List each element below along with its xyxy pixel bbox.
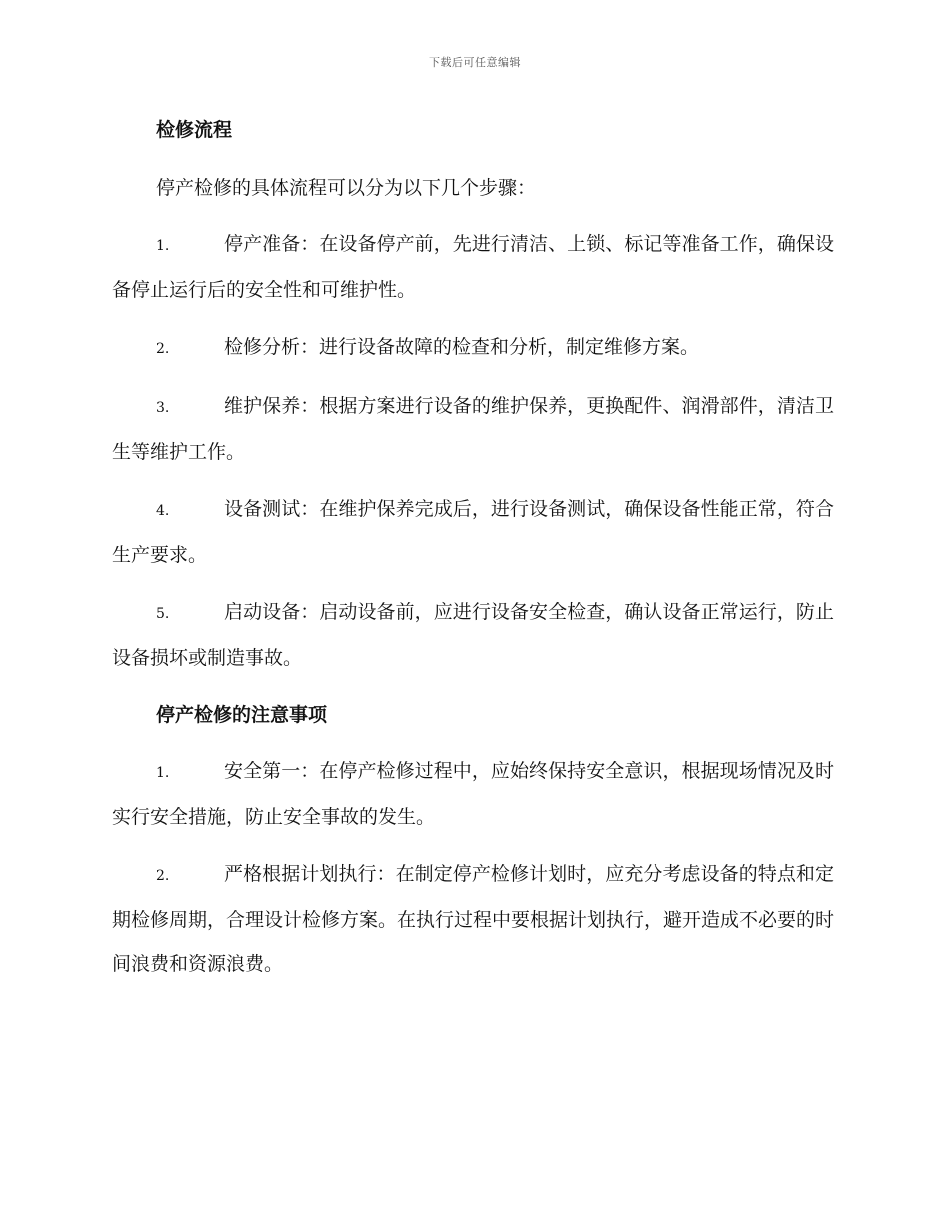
list-item-number: 1. xyxy=(156,238,170,254)
list-item-number: 1. xyxy=(156,765,170,781)
list-item xyxy=(112,487,834,577)
section-title-maintenance-process: 检修流程 xyxy=(156,119,233,141)
list-item xyxy=(112,325,834,371)
section-title-precautions: 停产检修的注意事项 xyxy=(156,704,328,726)
header-note: 下载后可任意编辑 xyxy=(429,56,521,69)
list-item-text: 停产准备：在设备停产前，先进行清洁、上锁、标记等准备工作，确保设备停止运行后的安全性和可维护性。 xyxy=(112,233,834,301)
list-item-text: 维护保养：根据方案进行设备的维护保养，更换配件、润滑部件，清洁卫生等维护工作。 xyxy=(112,395,834,463)
list-item-text: 严格根据计划执行：在制定停产检修计划时，应充分考虑设备的特点和定期检修周期，合理设计检修方案。在执行过程中要根据计划执行，避开造成不必要的时间浪费和资源浪费。 xyxy=(112,863,835,975)
list-item-text: 设备测试：在维护保养完成后，进行设备测试，确保设备性能正常，符合生产要求。 xyxy=(112,498,834,566)
list-item-number: 2. xyxy=(156,341,170,357)
list-item xyxy=(112,852,834,986)
section-intro: 停产检修的具体流程可以分为以下几个步骤： xyxy=(156,177,537,199)
list-item xyxy=(112,384,834,474)
list-item-number: 2. xyxy=(156,868,170,884)
list-item-text: 检修分析：进行设备故障的检查和分析，制定维修方案。 xyxy=(224,336,700,358)
list-item xyxy=(112,749,834,839)
list-item-number: 3. xyxy=(156,400,170,416)
list-item xyxy=(112,222,834,312)
list-item-text: 启动设备：启动设备前，应进行设备安全检查，确认设备正常运行，防止设备损坏或制造事故。 xyxy=(112,601,834,669)
list-item-number: 4. xyxy=(156,503,170,519)
list-item xyxy=(112,590,834,680)
list-item-text: 安全第一：在停产检修过程中，应始终保持安全意识，根据现场情况及时实行安全措施，防止安全事故的发生。 xyxy=(112,760,834,828)
document-content xyxy=(112,108,834,999)
list-item-number: 5. xyxy=(156,606,170,622)
